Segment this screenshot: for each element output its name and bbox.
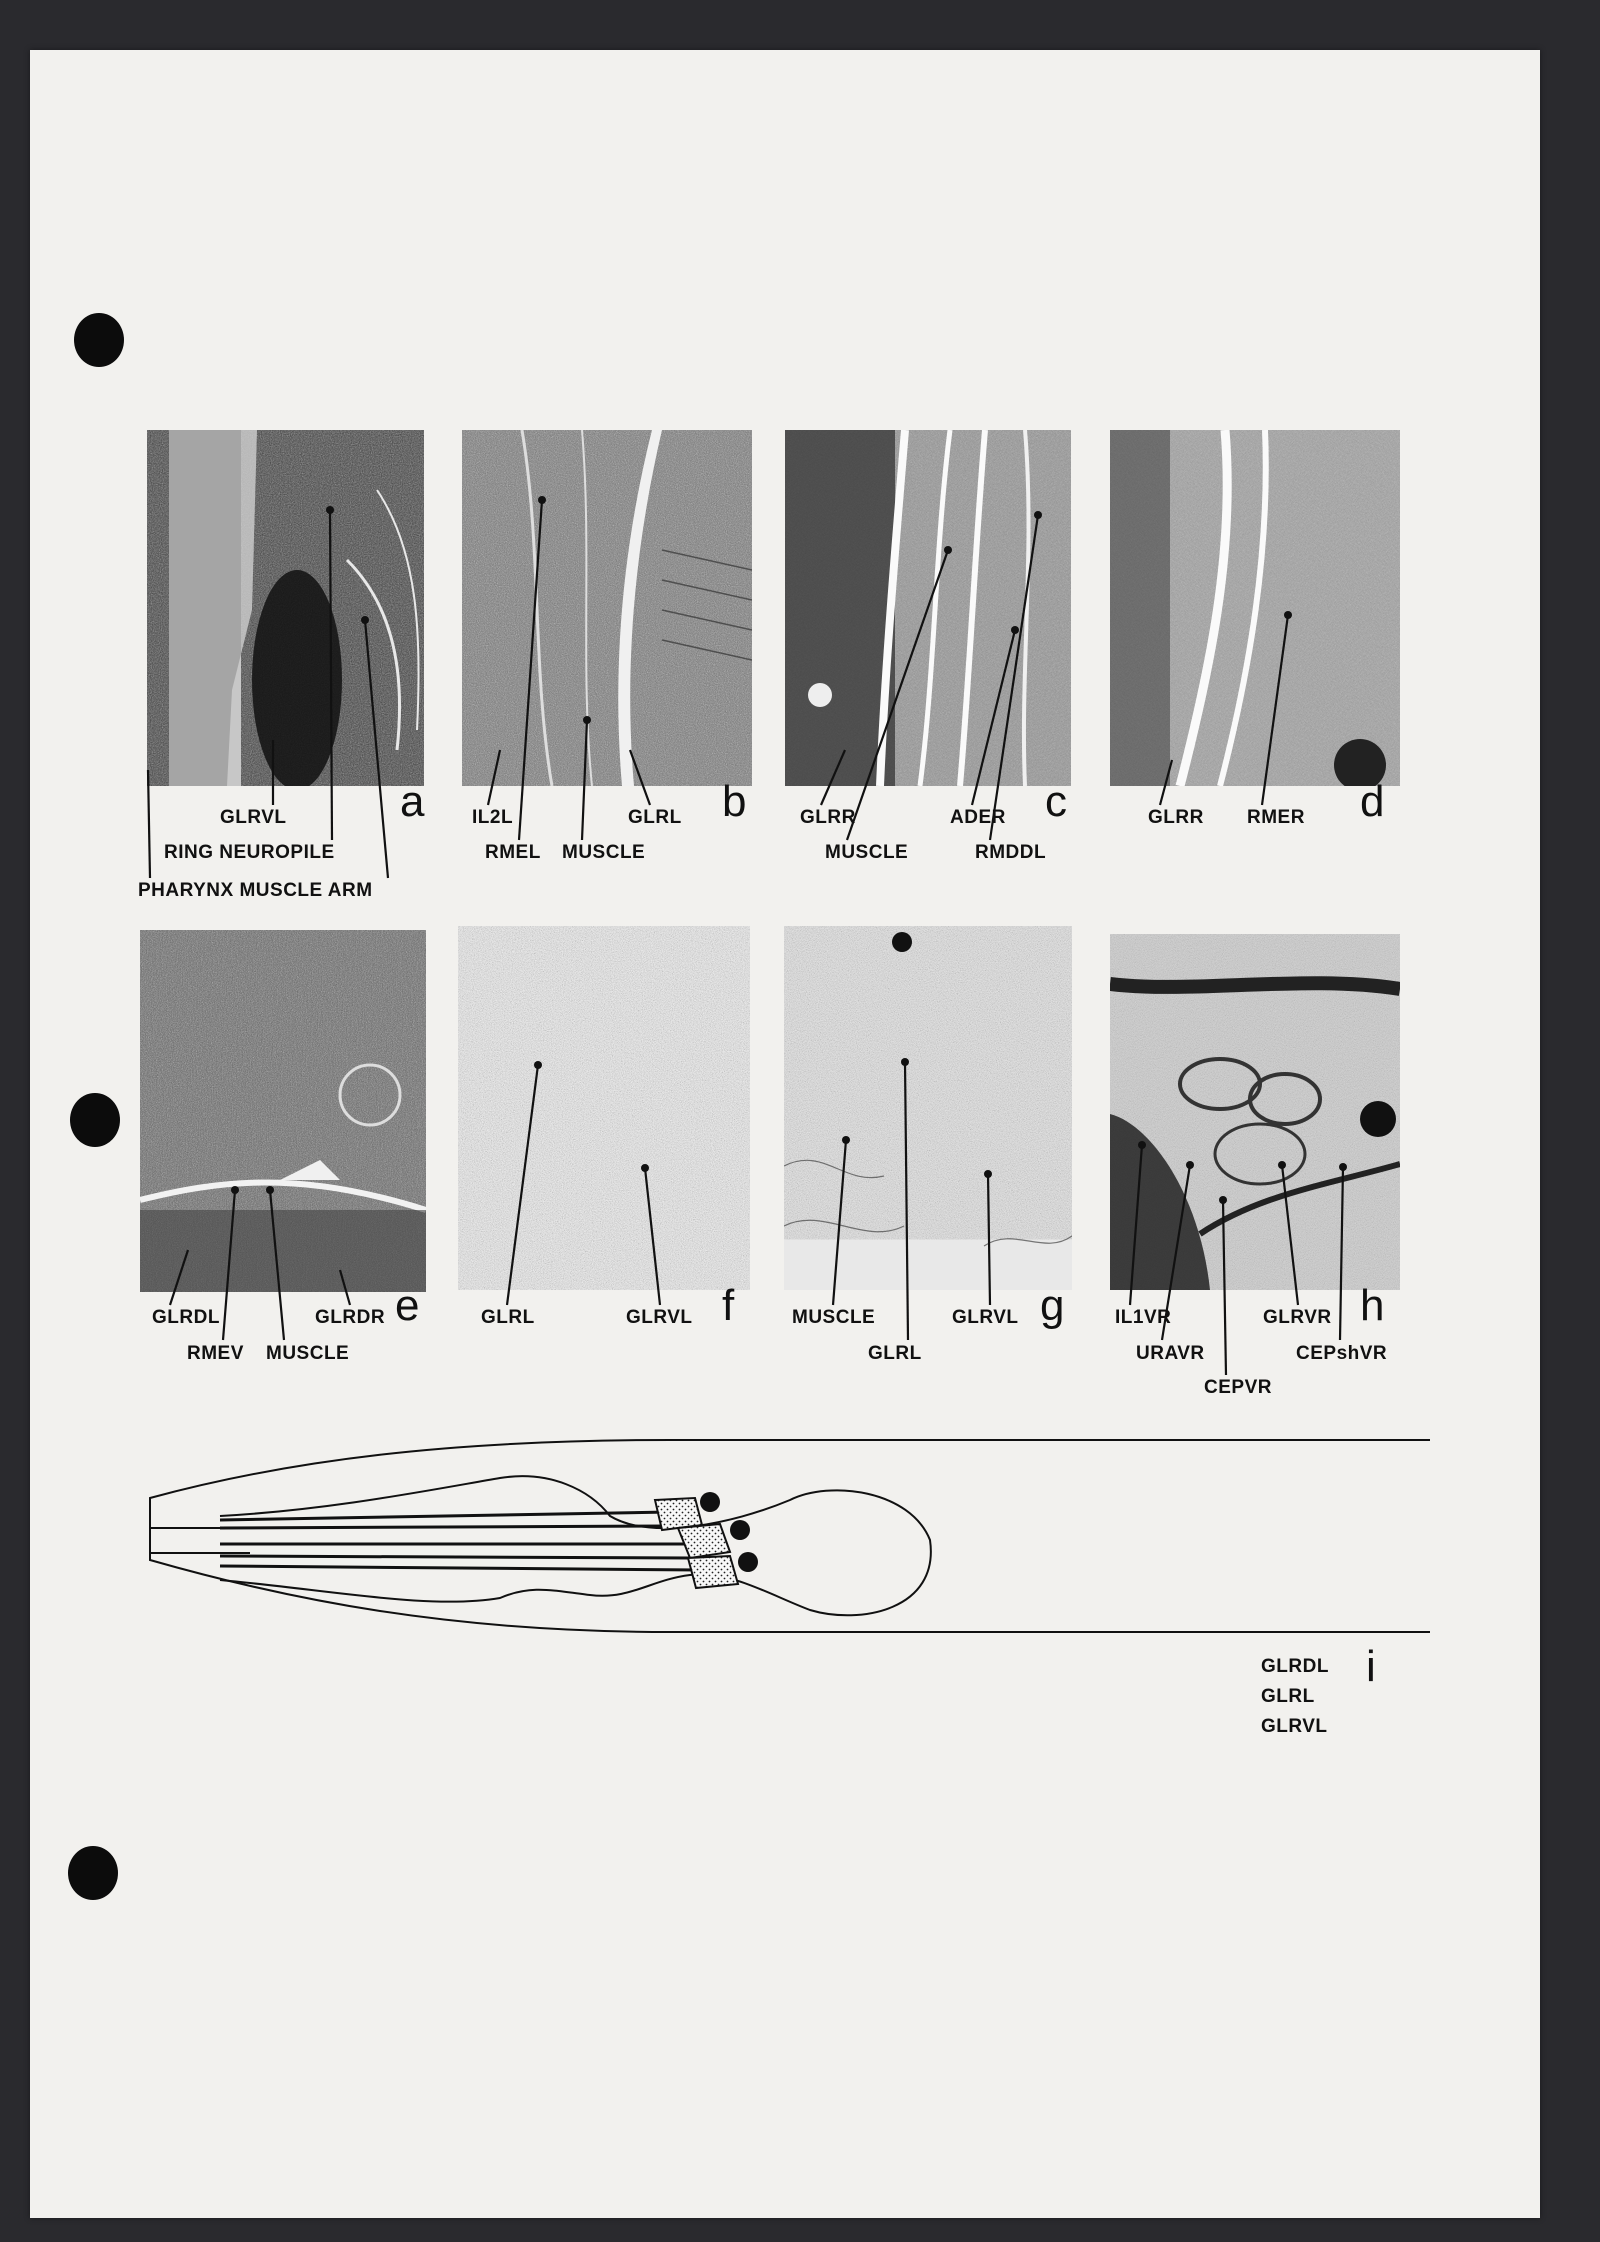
- panel-letter-b: b: [722, 777, 747, 826]
- panel-letter-d: d: [1360, 777, 1385, 826]
- panel-letter-g: g: [1040, 1281, 1065, 1330]
- legend-glrl: GLRL: [1261, 1686, 1315, 1707]
- label-e-muscle: MUSCLE: [266, 1343, 350, 1364]
- label-e-glrdl: GLRDL: [152, 1307, 220, 1328]
- panel-letter-e: e: [395, 1281, 420, 1330]
- label-c-glrr: GLRR: [800, 807, 856, 828]
- label-h-cepshvr: CEPshVR: [1296, 1343, 1388, 1364]
- label-g-muscle: MUSCLE: [792, 1307, 876, 1328]
- label-c-ader: ADER: [950, 807, 1006, 828]
- panel-letter-f: f: [722, 1281, 735, 1330]
- label-g-glrvl: GLRVL: [952, 1307, 1019, 1328]
- worm-head-diagram: [30, 50, 1540, 2218]
- panel-letter-h: h: [1360, 1281, 1385, 1330]
- legend-glrvl: GLRVL: [1261, 1716, 1328, 1737]
- label-f-glrvl: GLRVL: [626, 1307, 693, 1328]
- label-e-rmev: RMEV: [187, 1343, 244, 1364]
- label-a-ring-neuropile: RING NEUROPILE: [164, 842, 335, 863]
- label-a-pharynx-muscle-arm: PHARYNX MUSCLE ARM: [138, 880, 373, 901]
- paper-sheet: [30, 50, 1540, 2218]
- panel-letter-c: c: [1045, 777, 1067, 826]
- label-d-rmer: RMER: [1247, 807, 1305, 828]
- label-h-cepvr: CEPVR: [1204, 1377, 1272, 1398]
- panel-letter-a: a: [400, 777, 425, 826]
- label-b-glrl: GLRL: [628, 807, 682, 828]
- label-h-il1vr: IL1VR: [1115, 1307, 1172, 1328]
- label-b-muscle: MUSCLE: [562, 842, 646, 863]
- legend-glrdl: GLRDL: [1261, 1656, 1329, 1677]
- label-b-rmel: RMEL: [485, 842, 541, 863]
- label-b-il2l: IL2L: [472, 807, 514, 828]
- label-h-uravr: URAVR: [1136, 1343, 1205, 1364]
- label-c-rmddl: RMDDL: [975, 842, 1047, 863]
- label-h-glrvr: GLRVR: [1263, 1307, 1332, 1328]
- panel-letter-i: i: [1366, 1642, 1376, 1691]
- label-c-muscle: MUSCLE: [825, 842, 909, 863]
- label-a-glrvl: GLRVL: [220, 807, 287, 828]
- label-f-glrl: GLRL: [481, 1307, 535, 1328]
- label-g-glrl: GLRL: [868, 1343, 922, 1364]
- label-d-glrr: GLRR: [1148, 807, 1204, 828]
- label-e-glrdr: GLRDR: [315, 1307, 386, 1328]
